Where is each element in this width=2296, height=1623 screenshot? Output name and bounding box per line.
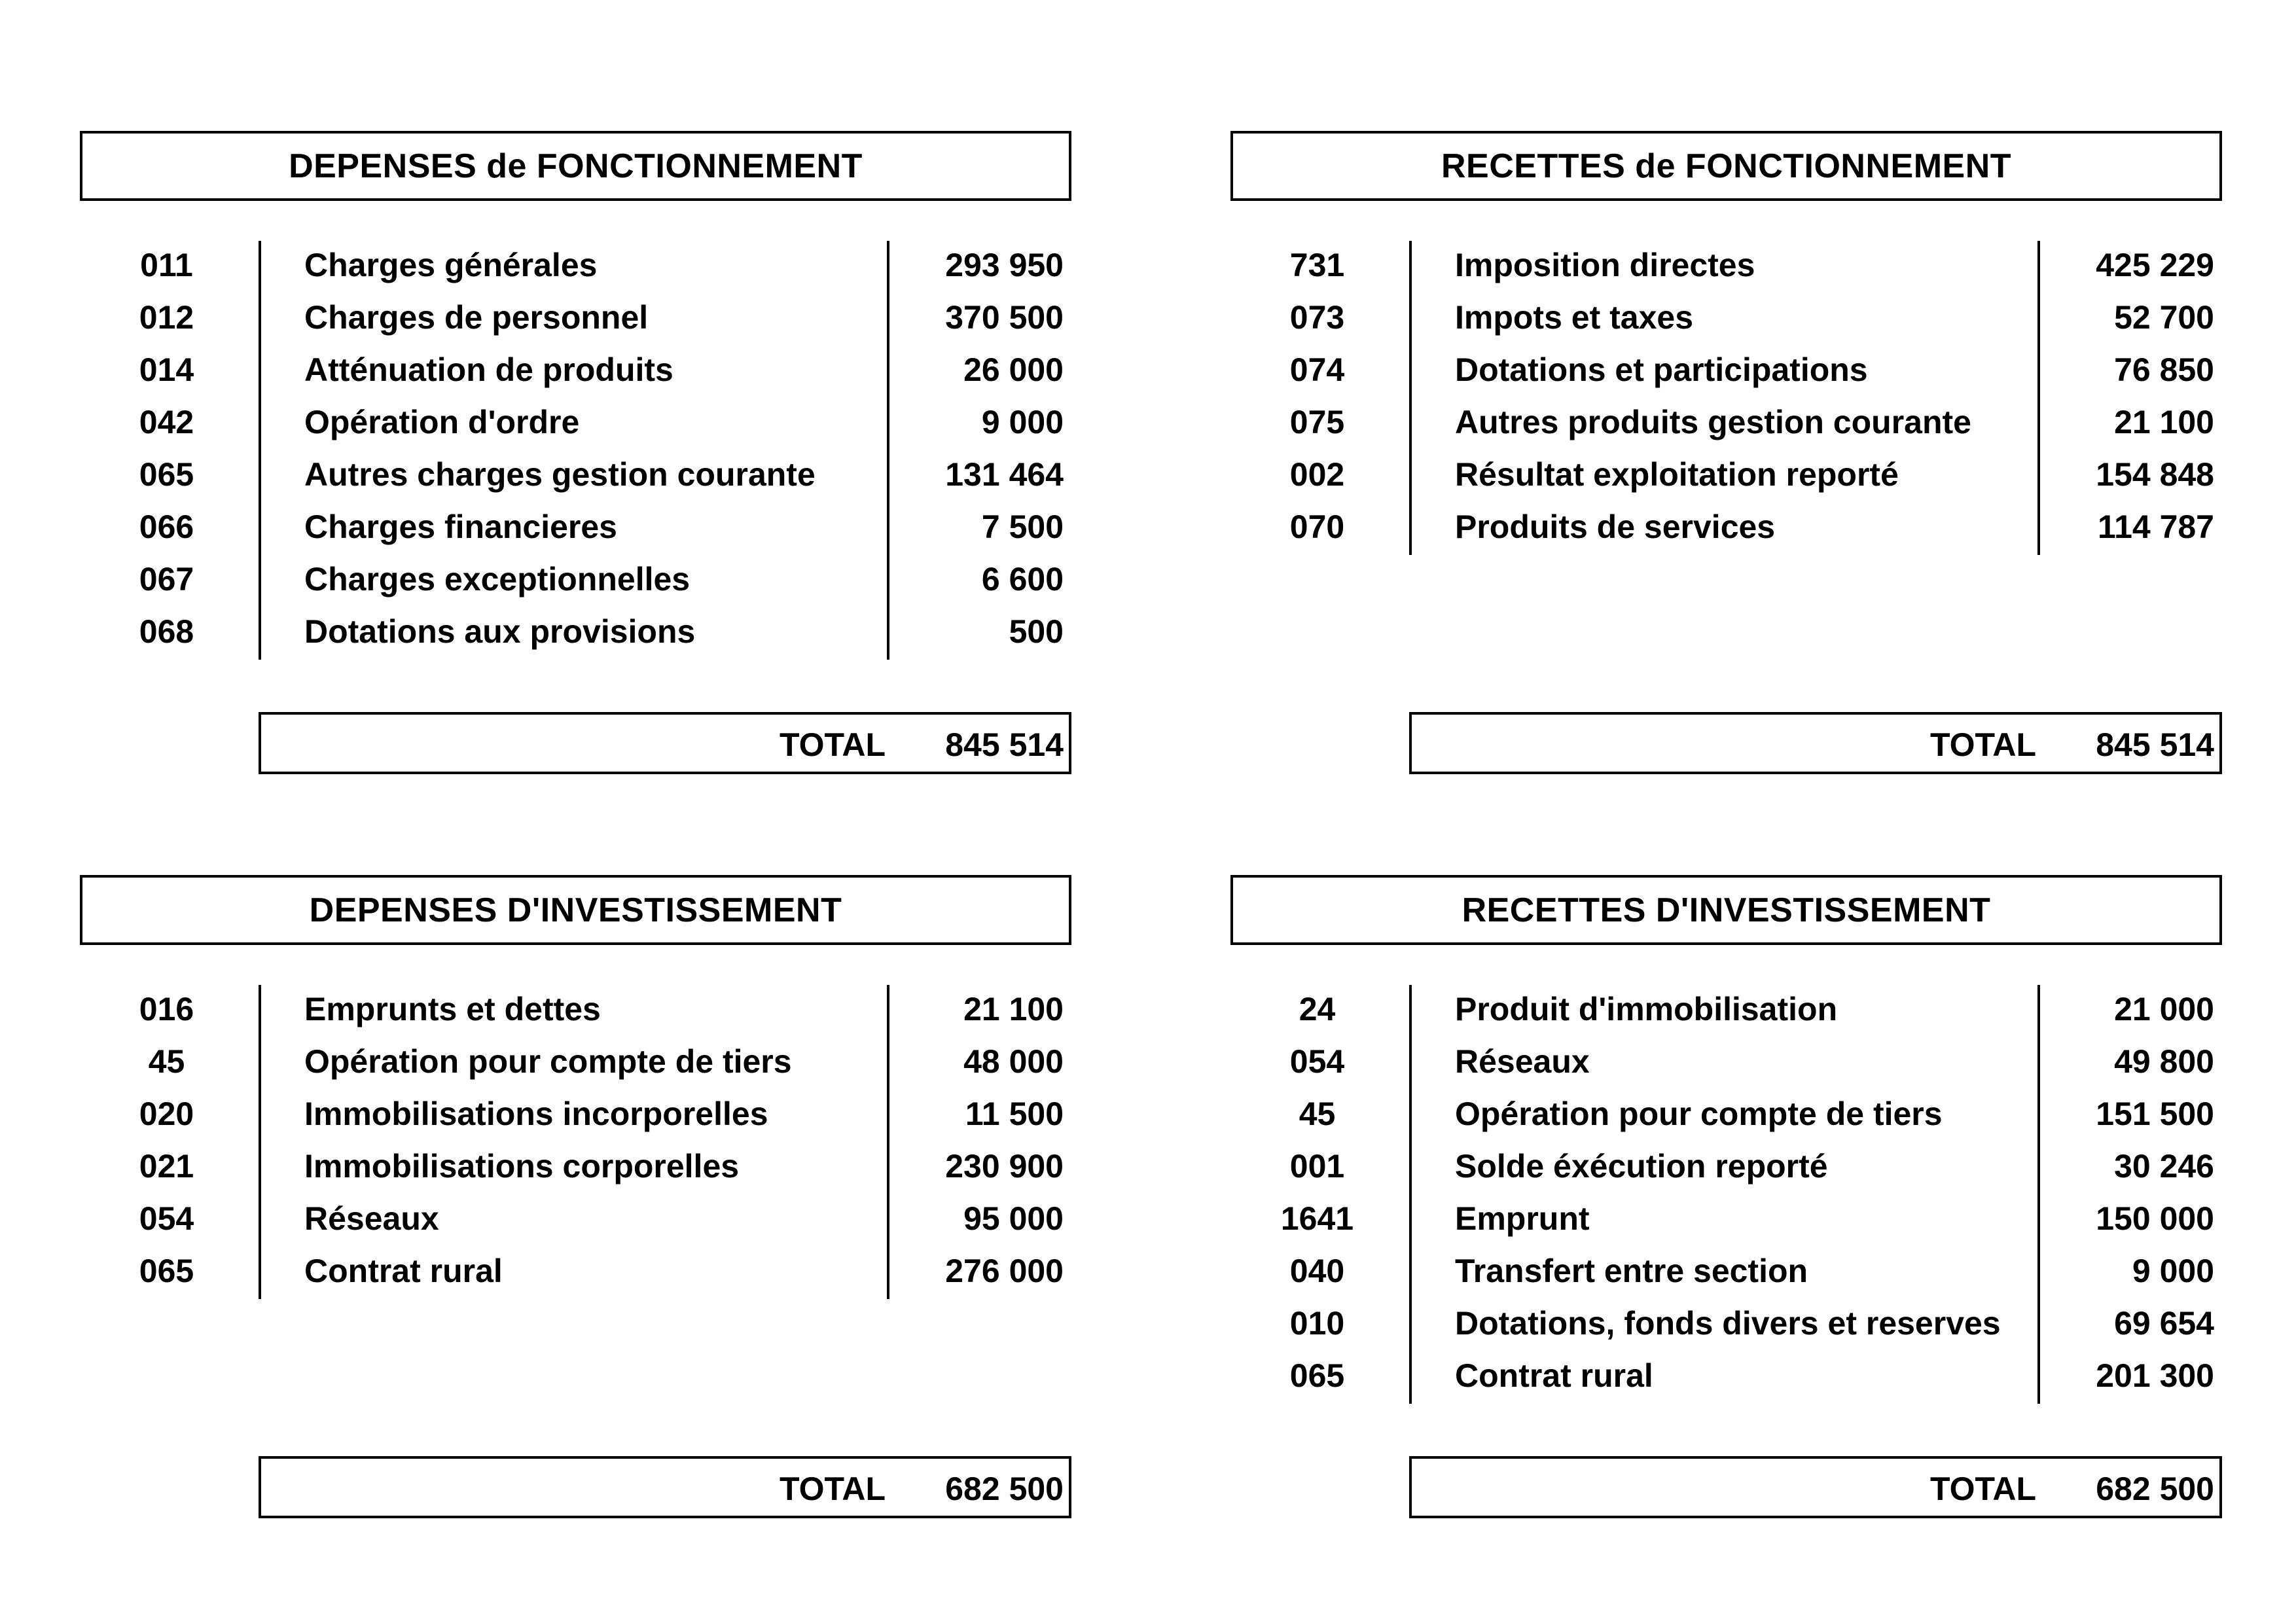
row-amount: 49 800: [2114, 1043, 2214, 1080]
row-amount: 276 000: [945, 1253, 1064, 1289]
table-row: [1230, 293, 2222, 346]
total-value: 845 514: [945, 726, 1064, 763]
row-amount: 21 100: [2114, 404, 2214, 440]
row-code: 073: [1289, 299, 1345, 336]
row-code: 066: [139, 508, 194, 545]
row-amount: 69 654: [2114, 1305, 2214, 1342]
table-row: [1230, 1351, 2222, 1404]
total-value: 845 514: [2096, 726, 2214, 763]
row-code: 065: [139, 456, 194, 493]
row-label: Immobilisations corporelles: [304, 1148, 740, 1185]
row-label: Atténuation de produits: [304, 351, 673, 388]
row-amount: 48 000: [963, 1043, 1064, 1080]
row-amount: 21 100: [963, 991, 1064, 1027]
row-label: Produits de services: [1455, 508, 1776, 545]
table-row: [1230, 398, 2222, 450]
row-label: Emprunt: [1455, 1200, 1590, 1237]
table-row: [1230, 1142, 2222, 1194]
row-label: Autres charges gestion courante: [304, 456, 816, 493]
row-label: Transfert entre section: [1455, 1253, 1808, 1289]
row-label: Contrat rural: [1455, 1357, 1653, 1394]
row-code: 065: [139, 1253, 194, 1289]
table-row: [1230, 1299, 2222, 1351]
row-label: Opération pour compte de tiers: [1455, 1096, 1943, 1132]
row-label: Opération pour compte de tiers: [304, 1043, 792, 1080]
panel-title: RECETTES D'INVESTISSEMENT: [1230, 875, 2222, 945]
row-code: 021: [139, 1148, 194, 1185]
table-row: [1230, 346, 2222, 398]
panel-title: RECETTES de FONCTIONNEMENT: [1230, 131, 2222, 201]
row-code: 010: [1289, 1305, 1345, 1342]
row-code: 001: [1289, 1148, 1345, 1185]
table-row: [1230, 1037, 2222, 1090]
total-value: 682 500: [945, 1471, 1064, 1507]
panel-title: DEPENSES D'INVESTISSEMENT: [80, 875, 1071, 945]
row-code: 020: [139, 1096, 194, 1132]
row-amount: 21 000: [2114, 991, 2214, 1027]
row-label: Impots et taxes: [1455, 299, 1694, 336]
rows-list: [1230, 985, 2222, 1404]
row-label: Charges générales: [304, 247, 598, 283]
row-amount: 6 600: [981, 561, 1064, 597]
table-row: [80, 607, 1071, 660]
row-code: 054: [139, 1200, 194, 1237]
table-row: [80, 346, 1071, 398]
total-label: TOTAL: [1929, 726, 2036, 763]
row-code: 002: [1289, 456, 1345, 493]
total-box: [1409, 712, 2222, 774]
row-code: 014: [139, 351, 194, 388]
row-code: 731: [1289, 247, 1345, 283]
table-row: [80, 503, 1071, 555]
table-row: [80, 398, 1071, 450]
row-code: 054: [1289, 1043, 1345, 1080]
row-code: 040: [1289, 1253, 1345, 1289]
table-row: [1230, 1247, 2222, 1299]
row-amount: 425 229: [2096, 247, 2214, 283]
row-code: 012: [139, 299, 194, 336]
row-amount: 154 848: [2096, 456, 2214, 493]
row-amount: 370 500: [945, 299, 1064, 336]
total-box: [259, 712, 1071, 774]
rows-list: [80, 241, 1071, 660]
row-amount: 9 000: [981, 404, 1064, 440]
total-box: [1409, 1456, 2222, 1518]
table-row: [80, 985, 1071, 1037]
row-code: 24: [1299, 991, 1336, 1027]
row-amount: 95 000: [963, 1200, 1064, 1237]
row-code: 068: [139, 613, 194, 650]
rows-list: [1230, 241, 2222, 555]
row-amount: 230 900: [945, 1148, 1064, 1185]
row-amount: 11 500: [965, 1096, 1064, 1132]
row-amount: 500: [1009, 613, 1064, 650]
total-label: TOTAL: [779, 1471, 886, 1507]
table-row: [1230, 450, 2222, 503]
row-amount: 76 850: [2114, 351, 2214, 388]
row-code: 45: [1299, 1096, 1336, 1132]
table-row: [1230, 503, 2222, 555]
row-label: Charges de personnel: [304, 299, 649, 336]
table-row: [80, 1090, 1071, 1142]
row-label: Produit d'immobilisation: [1455, 991, 1838, 1027]
row-code: 074: [1289, 351, 1345, 388]
row-label: Réseaux: [304, 1200, 439, 1237]
row-label: Opération d'ordre: [304, 404, 580, 440]
row-code: 1641: [1280, 1200, 1354, 1237]
table-row: [80, 293, 1071, 346]
table-row: [80, 1037, 1071, 1090]
table-row: [80, 1194, 1071, 1247]
row-amount: 9 000: [2132, 1253, 2214, 1289]
table-row: [80, 555, 1071, 607]
row-label: Immobilisations incorporelles: [304, 1096, 768, 1132]
row-label: Charges exceptionnelles: [304, 561, 691, 597]
row-code: 016: [139, 991, 194, 1027]
row-amount: 150 000: [2096, 1200, 2214, 1237]
table-row: [1230, 1090, 2222, 1142]
table-row: [80, 1142, 1071, 1194]
row-amount: 151 500: [2096, 1096, 2214, 1132]
row-label: Imposition directes: [1455, 247, 1755, 283]
total-label: TOTAL: [779, 726, 886, 763]
row-label: Emprunts et dettes: [304, 991, 601, 1027]
row-code: 011: [140, 247, 193, 283]
table-row: [80, 241, 1071, 293]
row-code: 070: [1289, 508, 1345, 545]
row-amount: 52 700: [2114, 299, 2214, 336]
row-label: Résultat exploitation reporté: [1455, 456, 1899, 493]
total-box: [259, 1456, 1071, 1518]
row-amount: 30 246: [2114, 1148, 2214, 1185]
row-amount: 26 000: [963, 351, 1064, 388]
row-label: Solde éxécution reporté: [1455, 1148, 1828, 1185]
total-label: TOTAL: [1929, 1471, 2036, 1507]
row-label: Dotations et participations: [1455, 351, 1868, 388]
row-label: Autres produits gestion courante: [1455, 404, 1971, 440]
row-label: Charges financieres: [304, 508, 617, 545]
table-row: [80, 1247, 1071, 1299]
row-amount: 7 500: [981, 508, 1064, 545]
row-amount: 293 950: [945, 247, 1064, 283]
row-label: Dotations aux provisions: [304, 613, 696, 650]
row-amount: 201 300: [2096, 1357, 2214, 1394]
row-code: 042: [139, 404, 194, 440]
table-row: [1230, 241, 2222, 293]
row-label: Contrat rural: [304, 1253, 503, 1289]
row-amount: 131 464: [945, 456, 1064, 493]
rows-list: [80, 985, 1071, 1299]
row-code: 45: [148, 1043, 185, 1080]
panel-title: DEPENSES de FONCTIONNEMENT: [80, 131, 1071, 201]
row-label: Dotations, fonds divers et reserves: [1455, 1305, 2001, 1342]
table-row: [1230, 1194, 2222, 1247]
row-code: 065: [1289, 1357, 1345, 1394]
total-value: 682 500: [2096, 1471, 2214, 1507]
row-amount: 114 787: [2098, 508, 2214, 545]
row-label: Réseaux: [1455, 1043, 1590, 1080]
table-row: [80, 450, 1071, 503]
table-row: [1230, 985, 2222, 1037]
row-code: 075: [1289, 404, 1345, 440]
row-code: 067: [139, 561, 194, 597]
